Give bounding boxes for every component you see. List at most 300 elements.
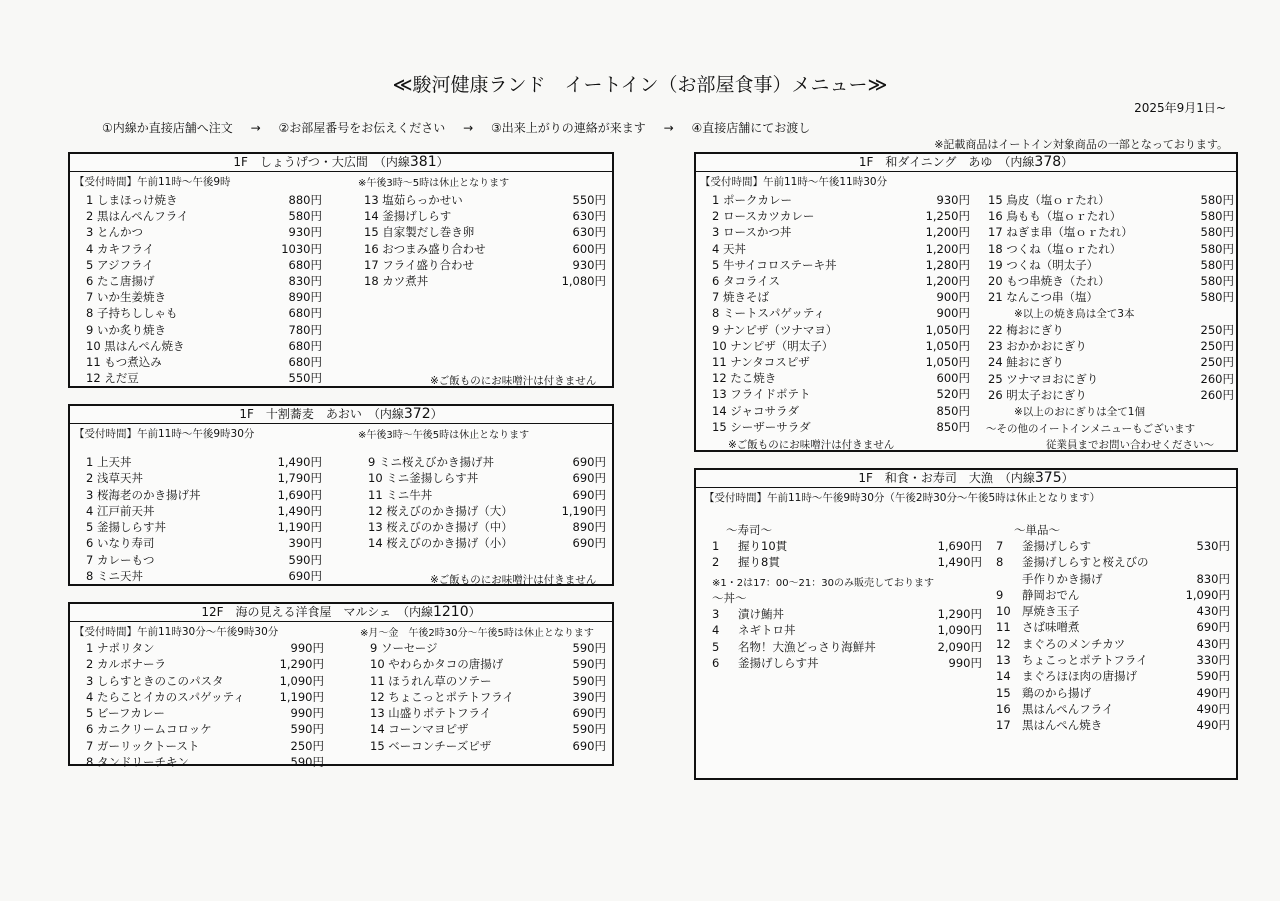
menu-item-name: 黒はんぺん焼き <box>1022 718 1103 733</box>
menu-item-price: 990円 <box>290 706 324 721</box>
menu-item <box>988 241 1234 257</box>
menu-item-name: 20 もつ串焼き（たれ） <box>988 274 1110 289</box>
menu-item-name: 26 明太子おにぎり <box>988 387 1087 402</box>
menu-item <box>712 305 970 321</box>
menu-item-name: 11 ナンタコスピザ <box>712 355 810 370</box>
menu-item-price: 1,490円 <box>937 555 982 570</box>
menu-item-price: 900円 <box>936 290 970 305</box>
menu-item <box>712 241 970 257</box>
menu-item <box>86 470 322 486</box>
menu-item <box>86 354 322 370</box>
menu-item <box>86 370 322 386</box>
other-menu-note: ～その他のイートインメニューもございます <box>986 423 1196 435</box>
soup-note: ※ご飯ものにお味噌汁は付きません <box>430 574 597 586</box>
menu-item-label <box>996 571 1103 587</box>
menu-item-price: 690円 <box>572 487 606 502</box>
menu-item-price: 1,280円 <box>925 257 970 272</box>
menu-item-price: 890円 <box>288 290 322 305</box>
menu-item-price: 850円 <box>936 403 970 418</box>
menu-item-number: 14 <box>996 669 1011 684</box>
menu-item <box>712 538 982 554</box>
step-4: ④直接店舗にてお渡し <box>691 121 811 135</box>
header-end: ） <box>430 407 443 421</box>
menu-item-name: 11 ミニ牛丼 <box>368 487 433 502</box>
shop-marche <box>68 602 614 770</box>
menu-item <box>368 535 606 551</box>
menu-item-name: 2 カルボナーラ <box>86 657 166 672</box>
menu-item-price: 1,790円 <box>277 471 322 486</box>
menu-item <box>86 552 322 568</box>
menu-item <box>86 721 324 737</box>
menu-item-name: 釜揚げしらす <box>1022 539 1091 553</box>
menu-item-price: 590円 <box>290 722 324 737</box>
menu-item <box>86 568 322 584</box>
menu-item-name: 釜揚げしらす丼 <box>738 655 819 670</box>
menu-item <box>86 535 322 551</box>
menu-item <box>86 656 324 672</box>
shop-ayu <box>694 152 1238 452</box>
menu-item <box>370 673 606 689</box>
menu-item-price: 1,250円 <box>925 209 970 224</box>
menu-item <box>370 640 606 656</box>
menu-item <box>996 668 1230 684</box>
menu-item-name: 6 たこ唐揚げ <box>86 274 155 289</box>
don-list <box>712 606 982 671</box>
menu-item-name: 14 釜揚げしらす <box>364 209 452 224</box>
menu-item-name: 2 黒はんぺんフライ <box>86 209 189 224</box>
menu-item-name: 7 カレーもつ <box>86 552 155 567</box>
menu-item <box>364 208 606 224</box>
menu-item-price: 490円 <box>1196 701 1230 716</box>
menu-item-price: 590円 <box>572 673 606 688</box>
order-hours: 【受付時間】午前11時30分～午後9時30分 <box>74 626 279 638</box>
menu-item-price: 690円 <box>572 471 606 486</box>
menu-item-price: 390円 <box>288 536 322 551</box>
menu-item-number: 15 <box>996 685 1011 700</box>
contact-staff-note: 従業員までお問い合わせください～ <box>1046 439 1214 451</box>
menu-item <box>988 322 1234 338</box>
menu-item-price: 990円 <box>290 641 324 655</box>
menu-item-price: 1,050円 <box>925 338 970 353</box>
menu-item <box>712 338 970 354</box>
menu-item-name: 23 おかかおにぎり <box>988 339 1087 354</box>
menu-item-price: 550円 <box>288 371 322 386</box>
shop-name: 12F 海の見える洋食屋 マルシェ （内線 <box>201 605 433 619</box>
menu-item-number: 17 <box>996 718 1011 733</box>
menu-item <box>712 354 970 370</box>
menu-item-name: 8 タンドリーチキン <box>86 755 189 770</box>
menu-item-name: ネギトロ丼 <box>738 623 796 638</box>
menu-item-price: 780円 <box>288 322 322 337</box>
menu-item <box>988 192 1234 208</box>
menu-item-name: さば味噌煮 <box>1022 620 1080 635</box>
menu-item <box>712 289 970 305</box>
menu-item <box>712 403 970 419</box>
menu-item-name: 握り8貫 <box>738 555 780 570</box>
menu-item-name: 7 いか生姜焼き <box>86 290 166 305</box>
menu-item-number: 12 <box>996 636 1011 651</box>
menu-item-name: 1 上天丼 <box>86 455 132 469</box>
menu-item-name: 静岡おでん <box>1022 587 1080 602</box>
menu-item-price: 250円 <box>1200 355 1234 370</box>
menu-item-price: 1,090円 <box>279 673 324 688</box>
menu-item-name: 12 たこ焼き <box>712 371 777 386</box>
menu-item-name: 14 桜えびのかき揚げ（小） <box>368 536 513 551</box>
menu-item-name: 13 塩茹らっかせい <box>364 193 463 207</box>
menu-item-name: 6 いなり寿司 <box>86 536 155 551</box>
menu-item-price: 680円 <box>288 306 322 321</box>
step-arrow: → <box>463 121 474 135</box>
menu-item-price: 330円 <box>1196 653 1230 668</box>
menu-item-name: 厚焼き玉子 <box>1022 604 1080 619</box>
menu-item <box>996 603 1230 619</box>
menu-item-name: 名物！大漁どっさり海鮮丼 <box>738 639 876 654</box>
menu-item-label <box>996 554 1149 570</box>
menu-item-label <box>996 652 1148 668</box>
shop-header <box>696 470 1236 488</box>
menu-item-price: 1,490円 <box>277 455 322 469</box>
menu-item-price: 830円 <box>1196 571 1230 586</box>
menu-item <box>988 273 1234 289</box>
menu-item <box>712 655 982 671</box>
menu-item-name: 14 ジャコサラダ <box>712 403 799 418</box>
menu-item-name: 13 フライドポテト <box>712 387 811 402</box>
menu-item <box>86 338 322 354</box>
shop-header <box>696 154 1236 172</box>
menu-item <box>996 685 1230 701</box>
menu-item-name: 19 つくね（明太子） <box>988 257 1099 272</box>
shop-shougetsu <box>68 152 614 388</box>
menu-item-number: 3 <box>712 607 720 621</box>
menu-item-name: 2 ロースカツカレー <box>712 209 815 224</box>
menu-item <box>368 519 606 535</box>
menu-item-price: 930円 <box>572 257 606 272</box>
menu-item <box>86 289 322 305</box>
shop-tairyo <box>694 468 1238 780</box>
menu-item-label <box>712 639 876 655</box>
menu-item-number: 5 <box>712 639 720 654</box>
menu-item-price: 830円 <box>288 274 322 289</box>
menu-item <box>364 192 606 208</box>
order-hours: 【受付時間】午前11時～午後11時30分 <box>700 176 888 188</box>
menu-item-label <box>996 668 1137 684</box>
menu-item-price: 580円 <box>1200 209 1234 224</box>
menu-item-price: 260円 <box>1200 371 1234 386</box>
menu-item-price: 630円 <box>572 209 606 224</box>
closed-hours: ※月～金 午後2時30分～午後5時は休止となります <box>360 628 594 639</box>
menu-item-name: 12 ちょこっとポテトフライ <box>370 689 514 704</box>
menu-item <box>712 386 970 402</box>
menu-item-price: 520円 <box>936 387 970 402</box>
closed-hours: ※午後3時～午後5時は休止となります <box>358 430 530 441</box>
menu-item-number: 8 <box>996 555 1004 570</box>
menu-item <box>86 257 322 273</box>
menu-item-name: 1 しまほっけ焼き <box>86 193 178 207</box>
menu-item <box>370 721 606 737</box>
step-1: ①内線か直接店舗へ注文 <box>102 121 233 135</box>
menu-item-name: 25 ツナマヨおにぎり <box>988 371 1099 386</box>
menu-item-name: 16 鳥もも（塩ｏｒたれ） <box>988 209 1122 224</box>
menu-item-name: ちょこっとポテトフライ <box>1022 653 1148 668</box>
menu-item-name: 24 鮭おにぎり <box>988 355 1064 370</box>
menu-item-name: 6 カニクリームコロッケ <box>86 722 212 737</box>
closed-hours: ※午後3時～5時は休止となります <box>358 178 510 189</box>
menu-item-label <box>996 603 1080 619</box>
menu-column-1 <box>86 192 322 386</box>
menu-item-price: 680円 <box>288 338 322 353</box>
menu-item <box>368 454 606 470</box>
menu-item-name: 8 ミートスパゲッティ <box>712 306 825 321</box>
menu-column-1 <box>86 640 324 770</box>
menu-item-number: 13 <box>996 653 1011 668</box>
menu-item <box>988 224 1234 240</box>
extension-number: 375 <box>1034 470 1062 486</box>
menu-item-name: 5 アジフライ <box>86 257 154 272</box>
menu-item <box>86 454 322 470</box>
menu-item-number: 10 <box>996 604 1011 619</box>
menu-column-2 <box>368 454 606 552</box>
menu-item-name: 18 カツ煮丼 <box>364 274 429 289</box>
header-end: ） <box>468 605 481 619</box>
menu-item-name: 黒はんぺんフライ <box>1022 701 1114 716</box>
menu-column-1 <box>712 192 970 435</box>
menu-item-name: 15 鳥皮（塩ｏｒたれ） <box>988 193 1110 207</box>
menu-item <box>86 519 322 535</box>
menu-item-name: 11 もつ煮込み <box>86 355 162 370</box>
menu-item-name: 18 つくね（塩ｏｒたれ） <box>988 241 1122 256</box>
menu-item <box>996 701 1230 717</box>
menu-item-name: 22 梅おにぎり <box>988 323 1064 337</box>
effective-date: 2025年9月1日~ <box>1134 101 1226 115</box>
menu-item <box>86 322 322 338</box>
menu-item-number: 1 <box>712 539 720 553</box>
menu-item-price: 1,050円 <box>925 355 970 370</box>
menu-item <box>712 419 970 435</box>
menu-item-price: 590円 <box>572 657 606 672</box>
menu-item <box>86 640 324 656</box>
menu-item-number: 2 <box>712 555 720 570</box>
menu-item-label <box>996 587 1079 603</box>
menu-item-price: 580円 <box>1200 257 1234 272</box>
menu-item-price: 580円 <box>1200 241 1234 256</box>
menu-item <box>86 503 322 519</box>
header-end: ） <box>1061 471 1074 485</box>
menu-item-price: 550円 <box>572 193 606 207</box>
menu-item <box>368 503 606 519</box>
menu-item-price: 690円 <box>288 569 322 584</box>
menu-item-price: 430円 <box>1196 604 1230 619</box>
menu-column-1 <box>86 454 322 584</box>
menu-item-name: 15 自家製だし巻き卵 <box>364 225 475 240</box>
menu-item-price: 580円 <box>1200 274 1234 289</box>
menu-item-price: 490円 <box>1196 685 1230 700</box>
menu-item <box>86 241 322 257</box>
menu-item-label <box>712 622 796 638</box>
menu-item-price: 690円 <box>1196 620 1230 635</box>
menu-item-label <box>996 685 1091 701</box>
menu-item <box>988 387 1234 403</box>
menu-item-price: 260円 <box>1200 387 1234 402</box>
menu-item-price: 1,200円 <box>925 274 970 289</box>
menu-column-2 <box>370 640 606 754</box>
soup-note: ※ご飯ものにお味噌汁は付きません <box>430 375 597 387</box>
menu-item <box>370 689 606 705</box>
shop-aoi <box>68 404 614 586</box>
menu-item-name: 1 ポークカレー <box>712 193 792 207</box>
menu-item-price: 1,490円 <box>277 503 322 518</box>
menu-item-name: まぐろのメンチカツ <box>1022 636 1126 651</box>
page-title: ≪駿河健康ランド イートイン（お部屋食事）メニュー≫ <box>392 74 888 96</box>
menu-item <box>368 470 606 486</box>
disclaimer-note: ※記載商品はイートイン対象商品の一部となっております。 <box>934 138 1228 151</box>
menu-item <box>370 705 606 721</box>
sushi-note: ※1・2は17：00～21：30のみ販売しております <box>712 578 935 589</box>
menu-item <box>996 717 1230 733</box>
menu-item-price: 1,690円 <box>937 539 982 553</box>
menu-item-name: 手作りかき揚げ <box>1022 571 1103 586</box>
menu-item-name: 7 ガーリックトースト <box>86 738 200 753</box>
menu-item <box>86 705 324 721</box>
menu-item-label <box>996 538 1091 554</box>
menu-item-name: 10 やわらかタコの唐揚げ <box>370 657 504 672</box>
menu-item-label <box>712 554 780 570</box>
menu-item <box>86 305 322 321</box>
menu-item-name: 3 とんかつ <box>86 225 143 240</box>
menu-item-name: 釜揚げしらすと桜えびの <box>1022 555 1149 570</box>
menu-item-price: 1,190円 <box>279 689 324 704</box>
menu-item-label <box>996 636 1125 652</box>
extension-number: 381 <box>409 154 437 170</box>
soup-note: ※ご飯ものにお味噌汁は付きません <box>728 439 895 451</box>
menu-item-name: 15 シーザーサラダ <box>712 419 811 434</box>
menu-item <box>86 273 322 289</box>
menu-item-name: 5 釜揚しらす丼 <box>86 520 166 535</box>
shop-name: 1F 和食・お寿司 大漁 （内線 <box>858 471 1035 485</box>
menu-item-price: 690円 <box>572 455 606 469</box>
menu-item-price: 630円 <box>572 225 606 240</box>
menu-item <box>364 241 606 257</box>
menu-item-name: 8 ミニ天丼 <box>86 569 143 584</box>
menu-item-name: 3 ロースかつ丼 <box>712 225 792 240</box>
menu-item <box>86 208 322 224</box>
shop-name: 1F しょうげつ・大広間 （内線 <box>233 155 410 169</box>
menu-item-price: 250円 <box>1200 323 1234 337</box>
header-end: ） <box>1061 155 1074 169</box>
menu-item <box>712 192 970 208</box>
menu-item-name: 4 カキフライ <box>86 241 155 256</box>
menu-item-name: 鶏のから揚げ <box>1022 685 1091 700</box>
menu-item-price: 990円 <box>948 655 982 670</box>
menu-item <box>368 487 606 503</box>
menu-item <box>86 192 322 208</box>
yakitori-note: ※以上の焼き鳥は全て3本 <box>1014 308 1135 320</box>
menu-item-name: 5 ビーフカレー <box>86 706 165 721</box>
menu-item-price: 1,090円 <box>937 623 982 638</box>
order-hours: 【受付時間】午前11時～午後9時30分（午後2時30分～午後5時は休止となります） <box>704 492 1101 504</box>
menu-item-name: 9 いか炙り焼き <box>86 322 166 337</box>
menu-item-price: 900円 <box>936 306 970 321</box>
menu-item-price: 890円 <box>572 520 606 535</box>
shop-header <box>70 604 612 622</box>
menu-item-name: 12 えだ豆 <box>86 371 139 386</box>
menu-item <box>712 606 982 622</box>
menu-item <box>86 224 322 240</box>
menu-item <box>86 754 324 770</box>
menu-item-name: 11 ほうれん草のソテー <box>370 673 492 688</box>
menu-item-price: 600円 <box>572 241 606 256</box>
menu-item-name: 4 天丼 <box>712 241 746 256</box>
menu-item-name: 2 浅草天丼 <box>86 471 143 486</box>
step-arrow: → <box>663 121 674 135</box>
menu-item-price: 430円 <box>1196 636 1230 651</box>
menu-item-price: 1,050円 <box>925 322 970 337</box>
menu-item <box>996 571 1230 587</box>
extension-number: 378 <box>1034 154 1062 170</box>
shop-name: 1F 十割蕎麦 あおい （内線 <box>239 407 404 421</box>
menu-item-price: 1,200円 <box>925 241 970 256</box>
step-3: ③出来上がりの連絡が来ます <box>490 121 646 135</box>
menu-item-name: 10 ミニ釜揚しらす丼 <box>368 471 479 486</box>
menu-item <box>712 622 982 638</box>
menu-item-name: 16 おつまみ盛り合わせ <box>364 241 486 256</box>
menu-item-number: 16 <box>996 701 1011 716</box>
menu-item-name: 6 タコライス <box>712 274 781 289</box>
menu-item-price: 1,200円 <box>925 225 970 240</box>
menu-item <box>996 652 1230 668</box>
menu-item <box>370 738 606 754</box>
menu-item-name: 漬け鮪丼 <box>738 607 784 621</box>
menu-item-label <box>996 701 1113 717</box>
menu-item-name: 14 コーンマヨピザ <box>370 722 469 737</box>
menu-item-price: 590円 <box>288 552 322 567</box>
extension-number: 1210 <box>432 604 469 620</box>
menu-item <box>370 656 606 672</box>
menu-item-price: 580円 <box>1200 193 1234 207</box>
menu-item-name: まぐろほほ肉の唐揚げ <box>1022 669 1137 684</box>
menu-item-price: 1,190円 <box>277 520 322 535</box>
menu-item <box>988 289 1234 305</box>
order-hours: 【受付時間】午前11時～午後9時30分 <box>74 428 255 440</box>
menu-item-price: 1,690円 <box>277 487 322 502</box>
sushi-section-title: ～寿司～ <box>726 523 772 537</box>
menu-item-name: 9 ナンピザ（ツナマヨ） <box>712 322 838 337</box>
don-section-title: ～丼～ <box>712 591 747 605</box>
menu-item <box>86 738 324 754</box>
menu-item <box>996 538 1230 554</box>
menu-item-price: 590円 <box>290 755 324 770</box>
menu-item-number: 4 <box>712 623 720 638</box>
single-list <box>996 538 1230 734</box>
menu-column-2a <box>988 192 1234 305</box>
menu-item-label <box>996 619 1080 635</box>
menu-item-name: 5 牛サイコロステーキ丼 <box>712 257 837 272</box>
menu-item <box>712 554 982 570</box>
menu-item-name: 9 ソーセージ <box>370 641 438 655</box>
step-arrow: → <box>250 121 261 135</box>
shop-header <box>70 406 612 424</box>
menu-item-name: 15 ベーコンチーズピザ <box>370 738 492 753</box>
shop-header <box>70 154 612 172</box>
menu-item <box>712 273 970 289</box>
menu-item <box>988 371 1234 387</box>
menu-item <box>712 257 970 273</box>
menu-item <box>86 689 324 705</box>
menu-item-price: 680円 <box>288 355 322 370</box>
menu-item-price: 490円 <box>1196 718 1230 733</box>
menu-item-price: 1,190円 <box>561 503 606 518</box>
menu-item-name: 7 焼きそば <box>712 290 769 305</box>
menu-item <box>988 257 1234 273</box>
